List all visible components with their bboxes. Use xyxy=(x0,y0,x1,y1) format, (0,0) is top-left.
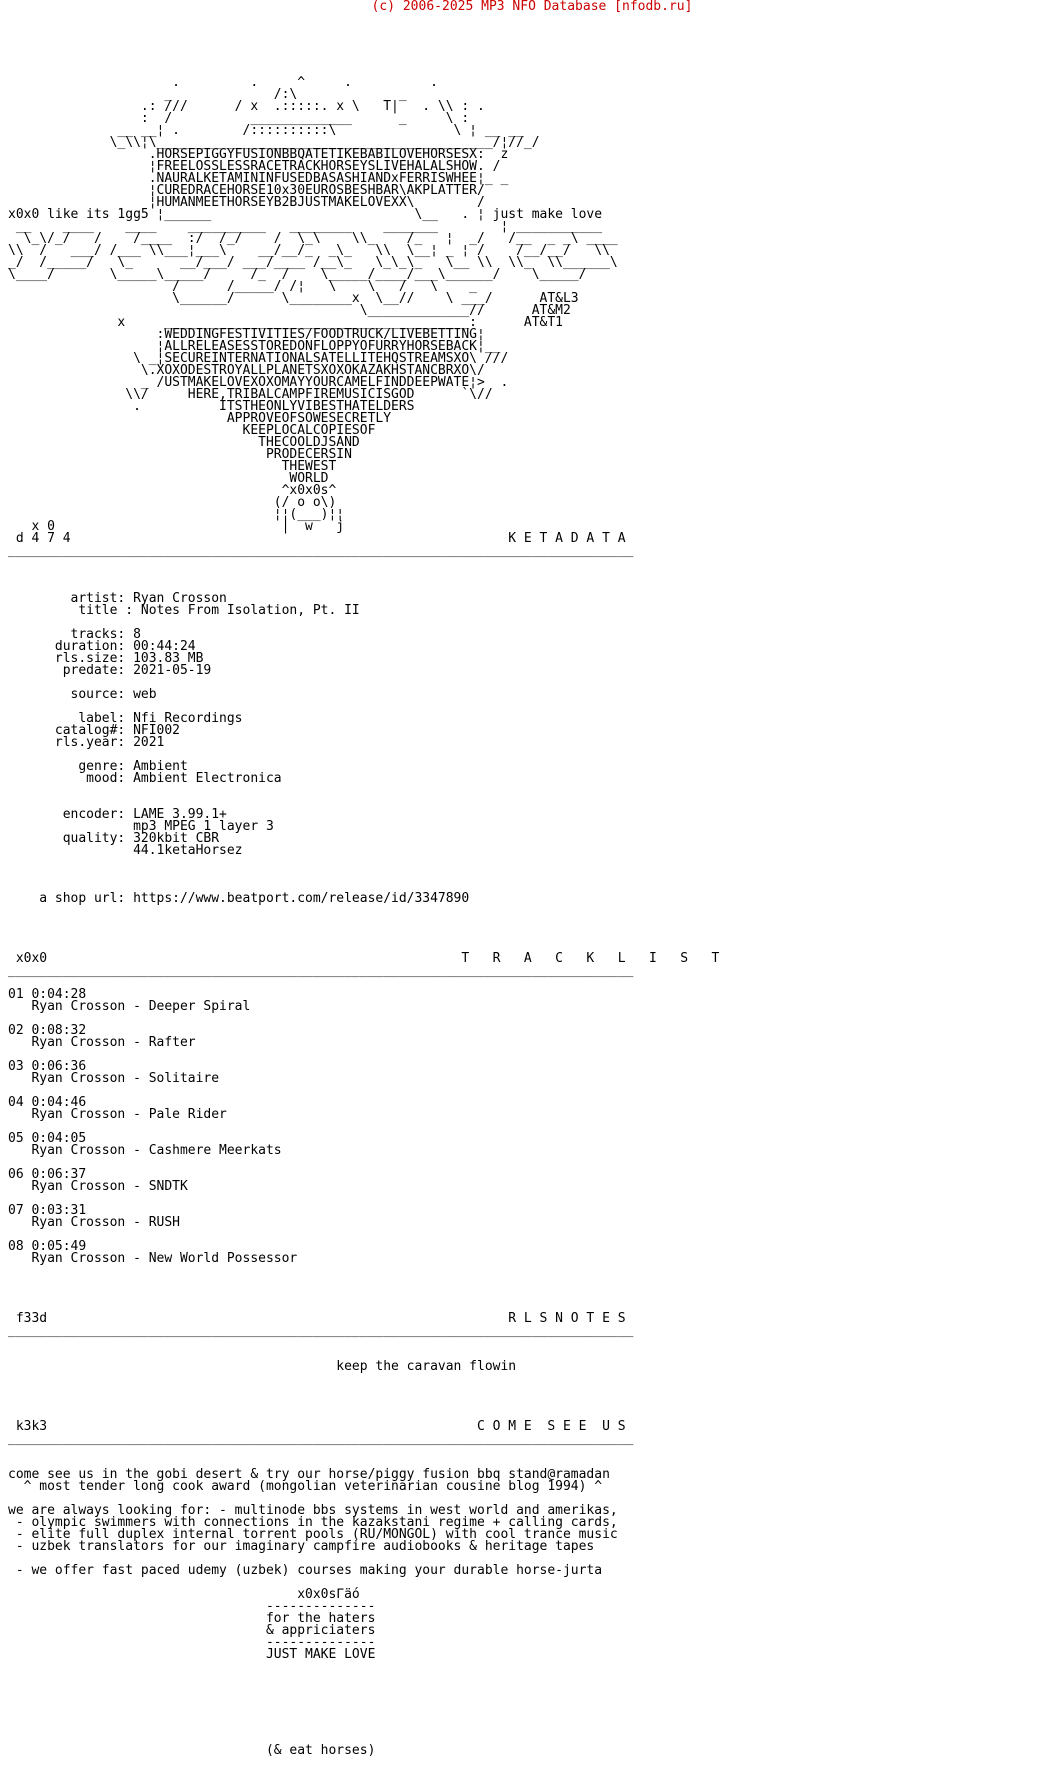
nfo-line: x 0 | w j xyxy=(8,519,345,534)
nfo-line: ________________________________________________________________________________ xyxy=(8,543,634,558)
nfo-line: ^ most tender long cook award (mongolian veterinarian cousine blog 1994) ^ xyxy=(8,1479,603,1494)
nfo-line: \\/ HERE,TRIBALCAMPFIREMUSICISGOD `\// xyxy=(8,387,493,402)
nfo-line: __ __¦ . /::::::::::\ \ ¦ __ __ xyxy=(8,123,524,138)
nfo-line xyxy=(8,929,719,941)
nfo-line: ¦¦(___)¦¦ xyxy=(8,507,345,522)
nfo-line: Ryan Crosson - Rafter xyxy=(8,1035,196,1050)
nfo-line: mp3 MPEG 1 layer 3 xyxy=(8,819,274,834)
nfo-line xyxy=(8,1337,719,1349)
nfo-line: ¦HUMANMEETHORSEYB2BJUSTMAKELOVEXX\ / xyxy=(8,195,485,210)
nfo-line: \_____________// AT&M2 xyxy=(8,303,571,318)
nfo-line: - elite full duplex internal torrent pools (RU/MONGOL) with cool trance music xyxy=(8,1527,618,1542)
nfo-line xyxy=(8,1697,719,1709)
nfo-line xyxy=(8,1289,719,1301)
nfo-line: 07 0:03:31 xyxy=(8,1203,87,1218)
nfo-line: - uzbek translators for our imaginary campfire audiobooks & heritage tapes xyxy=(8,1539,595,1554)
nfo-line: :WEDDINGFESTIVITIES/FOODTRUCK/LIVEBETTING¦ xyxy=(8,327,485,342)
nfo-line xyxy=(8,1709,719,1721)
nfo-line: (/ o o\) xyxy=(8,495,337,510)
nfo-line: encoder: LAME 3.99.1+ xyxy=(8,807,227,822)
nfo-line xyxy=(8,1121,719,1133)
nfo-line: ¦ALLRELEASESSTOREDONFLOPPYOFURRYHORSEBACK¦__ xyxy=(8,339,501,354)
nfo-line: \_\/_/ / /____ :/ /_/ / \_\ \\_ /_ ¦ _/ /__ _ _\ ____ xyxy=(8,231,618,246)
nfo-line xyxy=(8,917,719,929)
nfo-line: _/ /_____/ \_ __/___/ ___/____ /__\_ \_\_\_ \__ \\ \\_ \\______\ xyxy=(8,255,618,270)
nfo-line xyxy=(8,1685,719,1697)
nfo-line: THEWEST xyxy=(8,459,337,474)
nfo-line xyxy=(8,1229,719,1241)
nfo-line: 05 0:04:05 xyxy=(8,1131,87,1146)
nfo-line: predate: 2021-05-19 xyxy=(8,663,212,678)
nfo-line: Ryan Crosson - SNDTK xyxy=(8,1179,188,1194)
nfo-line: Ryan Crosson - Solitaire xyxy=(8,1071,220,1086)
nfo-line xyxy=(8,977,719,989)
nfo-line: quality: 320kbit CBR xyxy=(8,831,220,846)
nfo-line: ¦CUREDRACEHORSE10x30EUROSBESHBAR\AKPLATTER/ xyxy=(8,183,485,198)
nfo-line: \.XOXODESTROYALLPLANETSXOXOKAZAKHSTANCBRXO\/ xyxy=(8,363,485,378)
nfo-line: \_\\¦\___________________________________________/¦//_/ xyxy=(8,135,540,150)
nfo-line xyxy=(8,569,719,581)
nfo-line: \______/ \________x \__// \ ___/ AT&L3 xyxy=(8,291,579,306)
nfo-line xyxy=(8,1157,719,1169)
nfo-line: 44.1ketaHorsez xyxy=(8,843,243,858)
nfo-text xyxy=(8,77,719,1757)
nfo-line: we are always looking for: - multinode bbs systems in west world and amerikas, xyxy=(8,1503,618,1518)
nfo-line: Ryan Crosson - RUSH xyxy=(8,1215,180,1230)
nfo-line xyxy=(8,1661,719,1673)
nfo-line: JUST MAKE LOVE xyxy=(8,1647,376,1662)
nfo-line: Ryan Crosson - Pale Rider xyxy=(8,1107,227,1122)
nfo-line xyxy=(8,869,719,881)
nfo-line: label: Nfi Recordings xyxy=(8,711,243,726)
nfo-line: .HORSEPIGGYFUSIONBBQATETIKEBABILOVEHORSESX: z xyxy=(8,147,509,162)
nfo-line: _ /USTMAKELOVEXOXOMAYYOURCAMELFINDDEEPWATE¦> . xyxy=(8,375,509,390)
nfo-line xyxy=(8,1373,719,1385)
nfo-line: \____/ \_____\_____/ /_ / \_____/____/___\______/ \_____/ xyxy=(8,267,587,282)
nfo-line: ^x0x0s^ xyxy=(8,483,337,498)
nfo-line: ________________________________________________________________________________ xyxy=(8,963,634,978)
nfo-line: . ITSTHEONLYVIBESTHATELDERS xyxy=(8,399,415,414)
nfo-line: f33d R L S N O T E S xyxy=(8,1311,626,1326)
nfo-line xyxy=(8,1265,719,1277)
nfo-line: \\ / ___/ /___ \\___¦___\ __/__/_ _\_ \\ \__¦ _ ¦ / /__/__/ \\ xyxy=(8,243,610,258)
nfo-line: a shop url: https://www.beatport.com/release/id/3347890 xyxy=(8,891,470,906)
nfo-line: rls.size: 103.83 MB xyxy=(8,651,204,666)
nfo-line: x0x0 like its 1gg5 ¦______ \__ . ¦ just make love xyxy=(8,207,603,222)
nfo-line: \ _¦SECUREINTERNATIONALSATELLITEHQSTREAMSXO\ /// xyxy=(8,351,509,366)
nfo-line: .NAURALKETAMININFUSEDBASASHIANDxFERRISWHEE¦_ _ xyxy=(8,171,509,186)
nfo-line: WORLD xyxy=(8,471,329,486)
nfo-line: tracks: 8 xyxy=(8,627,141,642)
nfo-line: PRODECERSIN xyxy=(8,447,352,462)
nfo-line: . . ^ . . xyxy=(8,75,438,90)
nfo-line xyxy=(8,1049,719,1061)
nfo-line: Ryan Crosson - Deeper Spiral xyxy=(8,999,251,1014)
nfo-line: Ryan Crosson - New World Possessor xyxy=(8,1251,298,1266)
nfo-line: - we offer fast paced udemy (uzbek) courses making your durable horse-jurta xyxy=(8,1563,603,1578)
nfo-line: APPROVEOFSOWESECRETLY xyxy=(8,411,392,426)
nfo-line: -------------- xyxy=(8,1635,376,1650)
site-header: (c) 2006-2025 MP3 NFO Database [nfodb.ru] xyxy=(371,0,693,14)
nfo-line: x0x0 T R A C K L I S T xyxy=(8,951,720,966)
nfo-line: keep the caravan flowin xyxy=(8,1359,517,1374)
nfo-line xyxy=(8,1085,719,1097)
nfo-line: genre: Ambient xyxy=(8,759,188,774)
nfo-line xyxy=(8,1445,719,1457)
nfo-line xyxy=(8,1673,719,1685)
nfo-line: for the haters xyxy=(8,1611,376,1626)
nfo-line: - olympic swimmers with connections in the kazakstani regime + calling cards, xyxy=(8,1515,618,1530)
nfo-line: come see us in the gobi desert & try our horse/piggy fusion bbq stand@ramadan xyxy=(8,1467,610,1482)
nfo-line xyxy=(8,1721,719,1733)
nfo-line xyxy=(8,785,719,797)
nfo-line: 03 0:06:36 xyxy=(8,1059,87,1074)
nfo-line: 02 0:08:32 xyxy=(8,1023,87,1038)
nfo-line xyxy=(8,1397,719,1409)
nfo-line: .: /// / x .:::::. x \ T| . \\ : . xyxy=(8,99,485,114)
nfo-line: 04 0:04:46 xyxy=(8,1095,87,1110)
nfo-line: title : Notes From Isolation, Pt. II xyxy=(8,603,360,618)
nfo-line xyxy=(8,1193,719,1205)
nfo-line: : / _____________ _ \ : xyxy=(8,111,470,126)
nfo-line xyxy=(8,557,719,569)
nfo-line: KEEPLOCALCOPIESOF xyxy=(8,423,376,438)
nfo-line: rls.year: 2021 xyxy=(8,735,165,750)
nfo-line: 08 0:05:49 xyxy=(8,1239,87,1254)
nfo-line: d 4 7 4 K E T A D A T A xyxy=(8,531,626,546)
nfo-line: -------------- xyxy=(8,1599,376,1614)
nfo-line: duration: 00:44:24 xyxy=(8,639,196,654)
nfo-line xyxy=(8,857,719,869)
nfo-line: artist: Ryan Crosson xyxy=(8,591,227,606)
nfo-line xyxy=(8,1013,719,1025)
nfo-line: __ ____ ____ __________ ________ _______ ¦ ___________ xyxy=(8,219,603,234)
nfo-line: 01 0:04:28 xyxy=(8,987,87,1002)
nfo-line: (& eat horses) xyxy=(8,1743,376,1758)
nfo-line: / /_____/ /¦ \ \ / \ _ xyxy=(8,279,477,294)
nfo-line: Ryan Crosson - Cashmere Meerkats xyxy=(8,1143,282,1158)
nfo-line xyxy=(8,1277,719,1289)
nfo-line: mood: Ambient Electronica xyxy=(8,771,282,786)
nfo-line: THECOOLDJSAND xyxy=(8,435,360,450)
nfo-line: ________________________________________________________________________________ xyxy=(8,1323,634,1338)
nfo-line: _ /:\ _ xyxy=(8,87,407,102)
nfo-line: & appriciaters xyxy=(8,1623,376,1638)
nfo-line: x _______________________________________: AT&T1 xyxy=(8,315,563,330)
nfo-line: source: web xyxy=(8,687,157,702)
nfo-line: catalog#: NFI002 xyxy=(8,723,180,738)
nfo-line: k3k3 C O M E S E E U S xyxy=(8,1419,626,1434)
nfo-line xyxy=(8,1385,719,1397)
nfo-line: x0x0sΓäó xyxy=(8,1587,360,1602)
nfo-line: ________________________________________________________________________________ xyxy=(8,1431,634,1446)
nfo-line xyxy=(8,905,719,917)
nfo-line: 06 0:06:37 xyxy=(8,1167,87,1182)
nfo-line: ¦FREELOSSLESSRACETRACKHORSEYSLIVEHALALSHOW. / xyxy=(8,159,501,174)
